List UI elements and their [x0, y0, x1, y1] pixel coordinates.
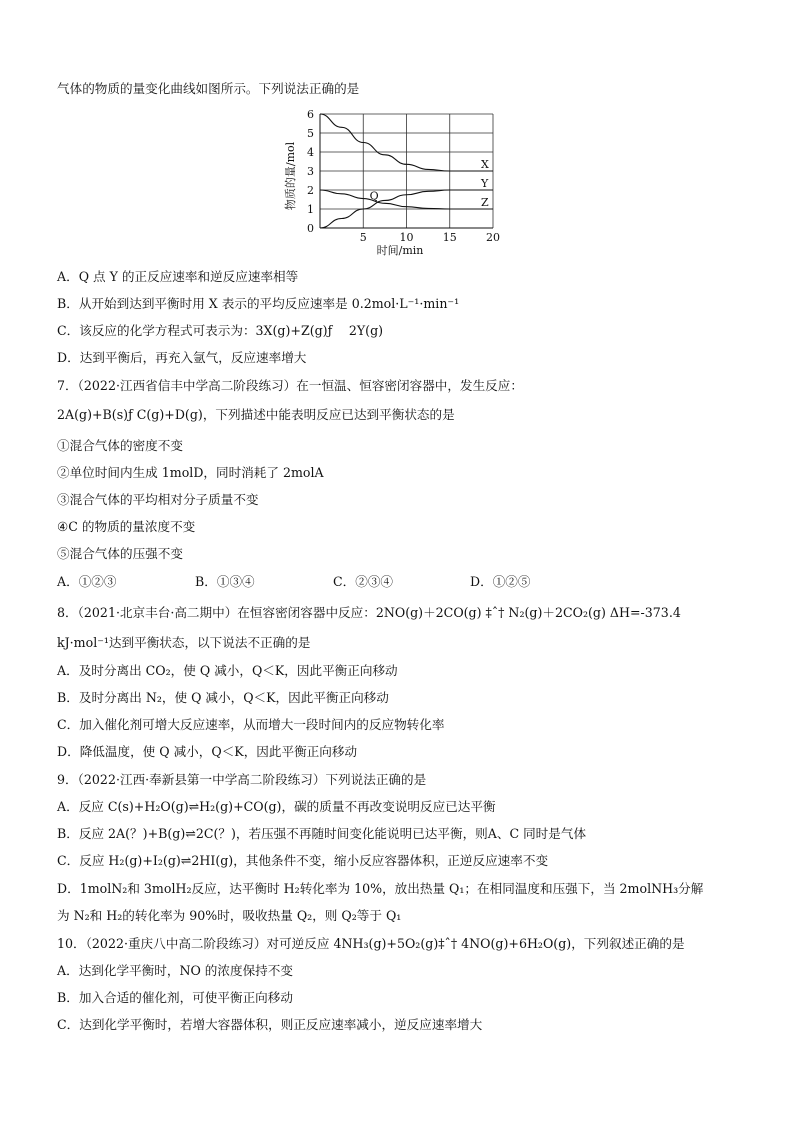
y-tick-label: 5: [307, 127, 314, 140]
q10-option-b: B．加入合适的催化剂，可使平衡正向移动: [57, 990, 293, 1005]
q8-option-b: B．及时分离出 N₂，使 Q 减小，Q＜K，因此平衡正向移动: [57, 690, 389, 705]
q10-stem: 10．（2022·重庆八中高二阶段练习）对可逆反应 4NH₃(g)+5O₂(g)‡ˆ† 4NO(g)+6H₂O(g)，下列叙述正确的是: [57, 936, 685, 951]
x-tick-label: 20: [486, 231, 500, 244]
x-tick-labels: [360, 231, 500, 244]
mole-time-chart: [280, 104, 520, 264]
q7-option-a: A．①②③: [57, 574, 117, 589]
q7-options: [57, 573, 757, 591]
series-label-z: Z: [481, 196, 489, 209]
q6-option-a: A．Q 点 Y 的正反应速率和逆反应速率相等: [57, 269, 299, 284]
q6-option-d: D．达到平衡后，再充入氩气，反应速率增大: [57, 350, 307, 365]
q7-equation: 2A(g)+B(s)ƒ C(g)+D(g)，下列描述中能表明反应已达到平衡状态的是: [57, 407, 455, 422]
question-intro: 气体的物质的量变化曲线如图所示。下列说法正确的是: [57, 81, 360, 96]
series-label-x: X: [481, 158, 489, 171]
y-tick-label: 1: [307, 203, 314, 216]
q8-option-a: A．及时分离出 CO₂，使 Q 减小，Q＜K，因此平衡正向移动: [57, 663, 398, 678]
series-label-y: Y: [481, 177, 489, 190]
x-tick-label: 10: [399, 231, 414, 244]
y-tick-labels: [307, 108, 314, 235]
q7-option-d: D．①②⑤: [470, 574, 531, 589]
y-tick-label: 0: [307, 222, 314, 235]
q7-item-5: ⑤混合气体的压强不变: [57, 546, 183, 561]
y-axis-label: 物质的量/mol: [284, 141, 297, 211]
x-tick-label: 15: [442, 231, 457, 244]
q9-option-c: C．反应 H₂(g)+I₂(g)⇌2HI(g)，其他条件不变，缩小反应容器体积，正逆反应速率不变: [57, 853, 549, 868]
q10-option-a: A．达到化学平衡时，NO 的浓度保持不变: [57, 963, 293, 978]
annotation-q: Q: [369, 189, 379, 203]
q9-option-b: B．反应 2A(？)+B(g)⇌2C(？)，若压强不再随时间变化能说明已达平衡，则A、C 同时是气体: [57, 826, 587, 841]
q7-stem: 7．（2022·江西省信丰中学高二阶段练习）在一恒温、恒容密闭容器中，发生反应：: [57, 378, 523, 393]
q7-item-3: ③混合气体的平均相对分子质量不变: [57, 492, 259, 507]
q7-option-b: B．①③④: [195, 574, 255, 589]
q6-option-b: B．从开始到达到平衡时用 X 表示的平均反应速率是 0.2mol·L⁻¹·min⁻¹: [57, 296, 460, 311]
y-tick-label: 2: [307, 184, 314, 197]
y-tick-label: 3: [307, 165, 314, 178]
y-tick-label: 4: [307, 146, 314, 159]
q7-item-1: ①混合气体的密度不变: [57, 438, 183, 453]
q9-stem: 9．（2022·江西·奉新县第一中学高二阶段练习）下列说法正确的是: [57, 772, 427, 787]
y-tick-label: 6: [307, 108, 314, 121]
series-labels: [480, 158, 489, 209]
x-tick-label: 5: [359, 231, 367, 244]
x-axis-label: 时间/min: [376, 244, 424, 257]
q9-option-a: A．反应 C(s)+H₂O(g)⇌H₂(g)+CO(g)，碳的质量不再改变说明反应已达平衡: [57, 799, 496, 814]
q7-option-c: C．②③④: [333, 574, 394, 589]
q8-stem-line-2: kJ·mol⁻¹达到平衡状态，以下说法不正确的是: [57, 635, 311, 650]
q10-option-c: C．达到化学平衡时，若增大容器体积，则正反应速率减小，逆反应速率增大: [57, 1017, 483, 1032]
q8-stem-line-1: 8．（2021·北京丰台·高二期中）在恒容密闭容器中反应：2NO(g)＋2CO(g) ‡ˆ† N₂(g)＋2CO₂(g) ΔH=-373.4: [57, 605, 681, 620]
q7-item-4: ④C 的物质的量浓度不变: [57, 519, 196, 534]
q9-option-d-line-1: D．1molN₂和 3molH₂反应，达平衡时 H₂转化率为 10%，放出热量 Q₁；在相同温度和压强下，当 2molNH₃分解: [57, 881, 704, 896]
q6-option-c: C．该反应的化学方程式可表示为：3X(g)+Z(g)ƒ 2Y(g): [57, 323, 384, 338]
q8-option-c: C．加入催化剂可增大反应速率，从而增大一段时间内的反应物转化率: [57, 717, 445, 732]
q8-option-d: D．降低温度，使 Q 减小，Q＜K，因此平衡正向移动: [57, 744, 358, 759]
q9-option-d-line-2: 为 N₂和 H₂的转化率为 90%时，吸收热量 Q₂，则 Q₂等于 Q₁: [57, 908, 402, 923]
q7-item-2: ②单位时间内生成 1molD，同时消耗了 2molA: [57, 465, 324, 480]
